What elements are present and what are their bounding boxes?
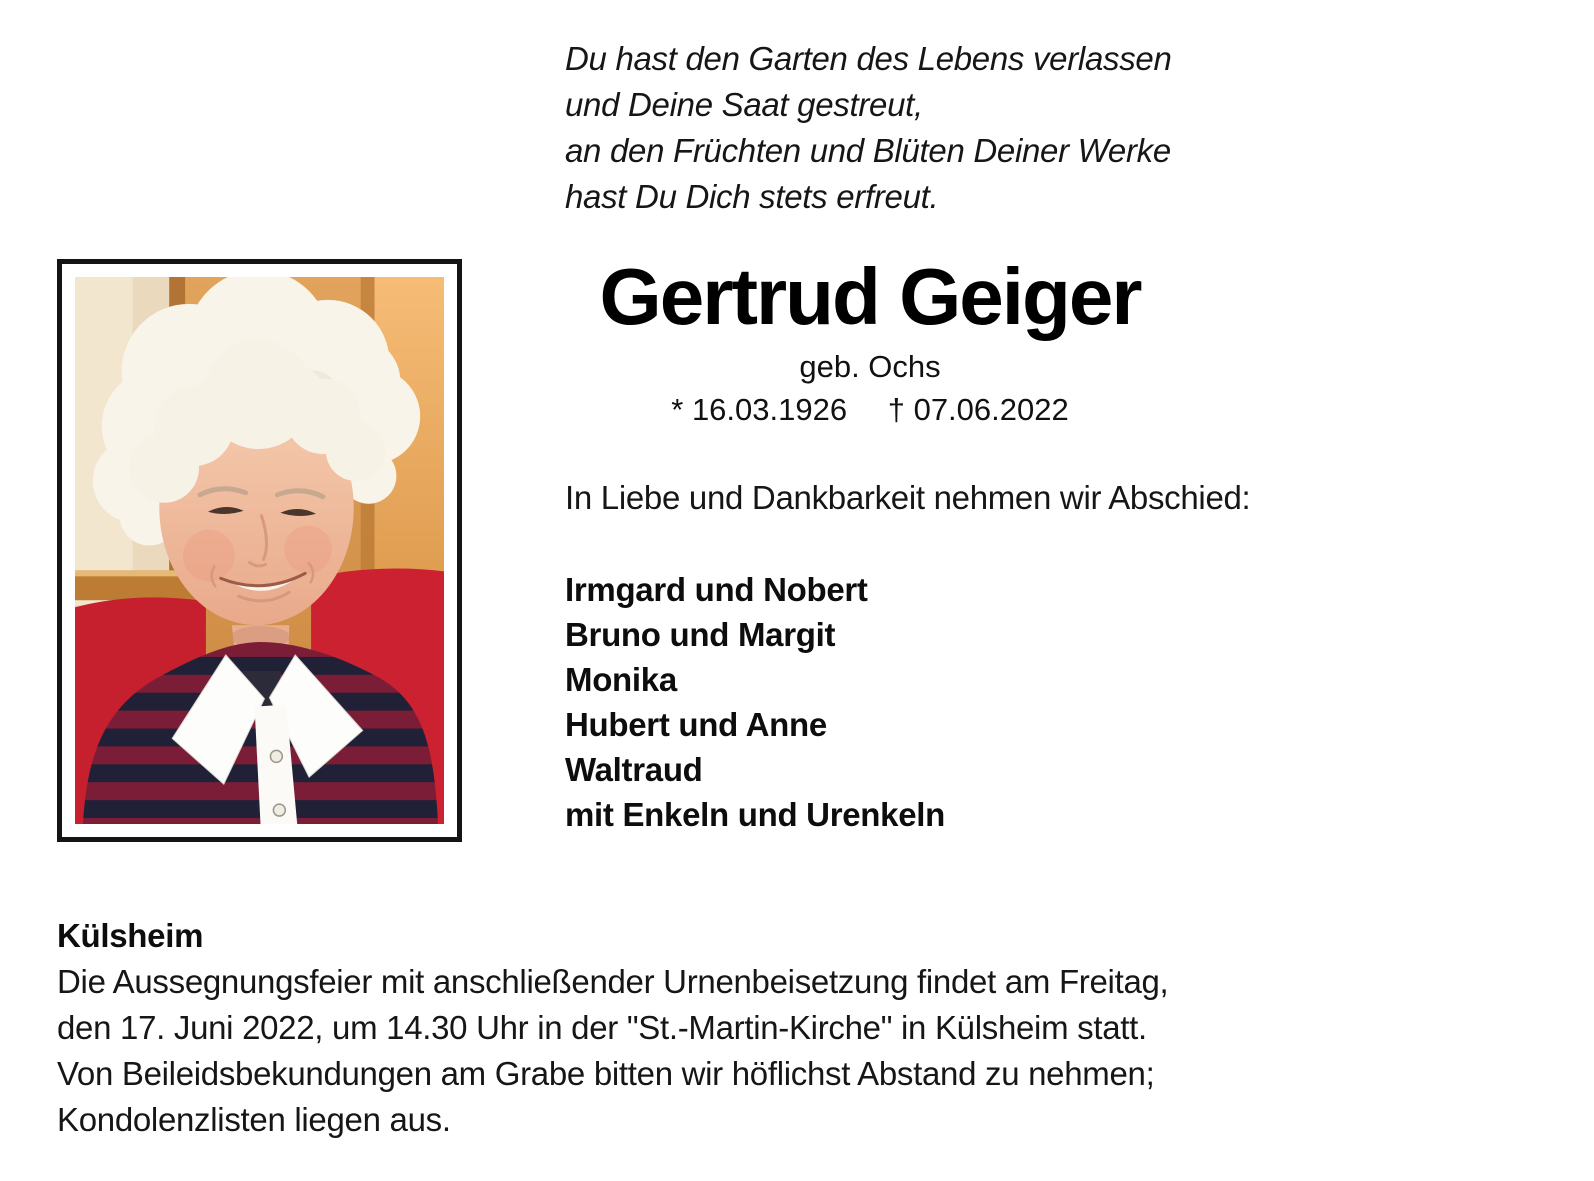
- mourner-name: Hubert und Anne: [565, 706, 827, 743]
- maiden-name: geb. Ochs: [799, 349, 941, 385]
- poem-line: Du hast den Garten des Lebens verlassen: [565, 40, 1172, 77]
- deceased-block: [563, 254, 1177, 428]
- announcement-line: den 17. Juni 2022, um 14.30 Uhr in der "St.-Martin-Kirche" in Külsheim statt.: [57, 1009, 1147, 1046]
- funeral-announcement: [57, 913, 1168, 1143]
- memorial-poem: [565, 36, 1172, 220]
- mourner-name: Monika: [565, 661, 677, 698]
- farewell-intro: In Liebe und Dankbarkeit nehmen wir Abschied:: [565, 479, 1251, 516]
- deceased-name: Gertrud Geiger: [599, 252, 1141, 341]
- announcement-place: Külsheim: [57, 917, 204, 954]
- life-dates: [563, 392, 1177, 428]
- announcement-line: Kondolenzlisten liegen aus.: [57, 1101, 451, 1138]
- mourner-name: Bruno und Margit: [565, 616, 836, 653]
- announcement-line: Von Beileidsbekundungen am Grabe bitten wir höflichst Abstand zu nehmen;: [57, 1055, 1155, 1092]
- poem-line: an den Früchten und Blüten Deiner Werke: [565, 132, 1171, 169]
- photo-frame: [57, 259, 462, 842]
- announcement-line: Die Aussegnungsfeier mit anschließender Urnenbeisetzung findet am Freitag,: [57, 963, 1169, 1000]
- mourners-list: [565, 567, 945, 837]
- portrait-photo: [75, 277, 444, 824]
- death-date: † 07.06.2022: [887, 392, 1069, 428]
- poem-line: und Deine Saat gestreut,: [565, 86, 923, 123]
- poem-line: hast Du Dich stets erfreut.: [565, 178, 939, 215]
- mourner-name: Irmgard und Nobert: [565, 571, 868, 608]
- mourner-name: mit Enkeln und Urenkeln: [565, 796, 945, 833]
- birth-date: * 16.03.1926: [671, 392, 848, 428]
- mourner-name: Waltraud: [565, 751, 703, 788]
